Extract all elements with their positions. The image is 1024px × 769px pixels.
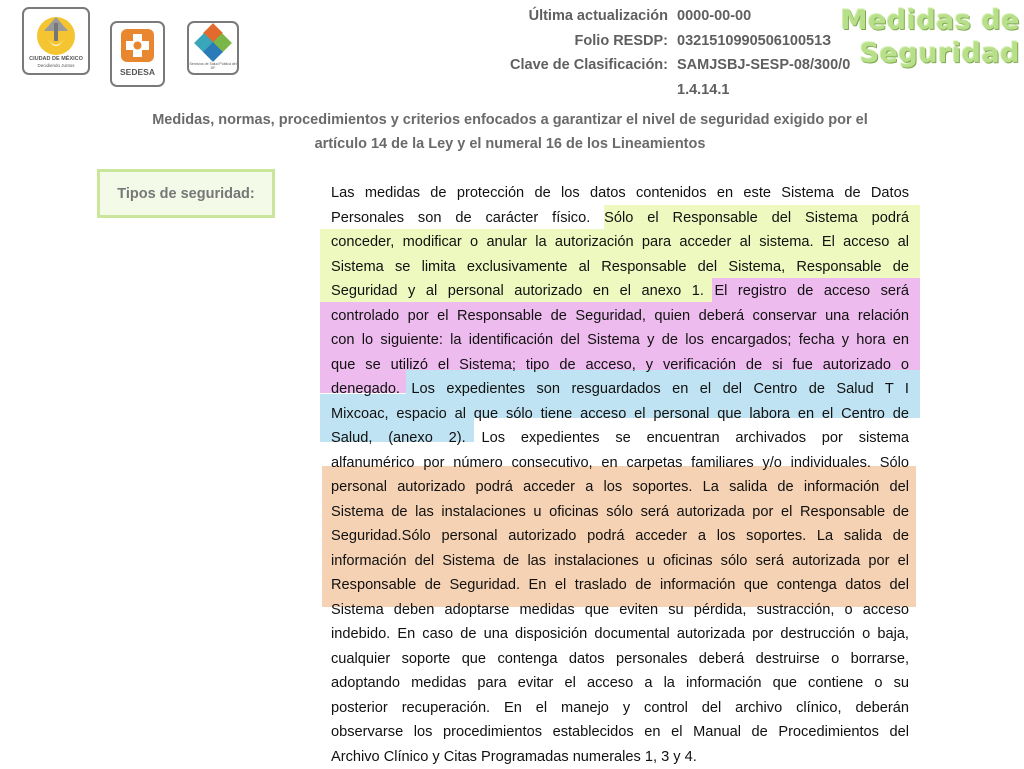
body-line: Seguridad y al personal autorizado en el anexo 1. El registro de acceso será (331, 279, 909, 304)
body-line: Mixcoac, espacio al que sólo tiene acceso el personal que labora en el Centro de (331, 402, 909, 427)
body-line: conceder, modificar o anular la autorización para acceder al sistema. El acceso al (331, 230, 909, 255)
page-subtitle (120, 108, 900, 156)
subtitle-line-1: Medidas, normas, procedimientos y criterios enfocados a garantizar el nivel de seguridad exigido por el (120, 108, 900, 132)
body-line: observarse los procedimientos establecidos en el Manual de Procedimientos del (331, 720, 909, 745)
body-line: cualquier soporte que contenga datos personales deberá destruirse o borrarse, (331, 647, 909, 672)
body-line: Responsable de Seguridad. En el traslado de información que contenga datos del (331, 573, 909, 598)
body-line: adoptando medidas para evitar el acceso a la información que contiene o su (331, 671, 909, 696)
body-line: alfanumérico por número consecutivo, en carpetas familiares y/o individuales. Sólo (331, 451, 909, 476)
body-line: personal autorizado podrá acceder a los soportes. La salida de información del (331, 475, 909, 500)
meta-value: 032151099050610051З (677, 29, 860, 54)
body-line: Las medidas de protección de los datos contenidos en este Sistema de Datos (331, 181, 909, 206)
brand-line-2: Seguridad (841, 37, 1020, 70)
cdmx-logo (22, 7, 90, 75)
body-line: posterior recuperación. En el manejo y control del archivo clínico, deberán (331, 696, 909, 721)
cdmx-logo-text: CIUDAD DE MÉXICO (24, 56, 88, 62)
servicios-salud-logo-text: Servicios de Salud Pública del DF (189, 62, 237, 70)
subtitle-line-2: artículo 14 de la Ley y el numeral 16 de los Lineamientos (120, 132, 900, 156)
sedesa-logo-text: SEDESA (112, 67, 163, 77)
meta-label: Última actualización (440, 4, 677, 29)
document-meta (440, 4, 860, 102)
meta-value: 0000-00-00 (677, 4, 860, 29)
section-brand-title (841, 4, 1020, 70)
body-line: Salud, (anexo 2). Los expedientes se encuentran archivados por sistema (331, 426, 909, 451)
security-type-label: Tipos de seguridad: (97, 169, 275, 218)
body-line: indebido. En caso de una disposición documental autorizada por destrucción o baja, (331, 622, 909, 647)
meta-value-continuation: 1.4.14.1 (440, 78, 860, 103)
body-line: controlado por el Responsable de Seguridad, quien deberá conservar una relación (331, 304, 909, 329)
cdmx-logo-subtext: Decidiendo Juntos (24, 63, 88, 68)
sedesa-logo (110, 21, 165, 87)
body-line: Sistema de las instalaciones u oficinas sólo será autorizada por el Responsable de (331, 500, 909, 525)
meta-label: Clave de Clasificación: (440, 53, 677, 78)
body-line: información del Sistema de las instalaciones u oficinas sólo será autorizada por el (331, 549, 909, 574)
brand-line-1: Medidas de (841, 4, 1020, 37)
body-line: Sistema se limita exclusivamente al Responsable del Sistema, Responsable de (331, 255, 909, 280)
body-line: con lo siguiente: la identificación del Sistema y de los encargados; fecha y hora en (331, 328, 909, 353)
meta-label: Folio RESDP: (440, 29, 677, 54)
meta-value: SAMJSBJ-SESP-08/300/0 (677, 53, 860, 78)
meta-row-folio (440, 29, 860, 54)
meta-row-clave (440, 53, 860, 78)
body-line: que se utilizó el Sistema; tipo de acceso, y verificación de si fue autorizado o (331, 353, 909, 378)
body-line: Sistema deben adoptarse medidas que eviten su pérdida, sustracción, o acceso (331, 598, 909, 623)
servicios-salud-logo (187, 21, 239, 75)
meta-row-updated (440, 4, 860, 29)
body-line: Personales son de carácter físico. Sólo el Responsable del Sistema podrá (331, 206, 909, 231)
body-line: Seguridad.Sólo personal autorizado podrá acceder a los soportes. La salida de (331, 524, 909, 549)
body-line: denegado. Los expedientes son resguardados en el del Centro de Salud T I (331, 377, 909, 402)
security-description (331, 181, 909, 769)
body-line: Archivo Clínico y Citas Programadas numerales 1, 3 y 4. (331, 745, 909, 769)
